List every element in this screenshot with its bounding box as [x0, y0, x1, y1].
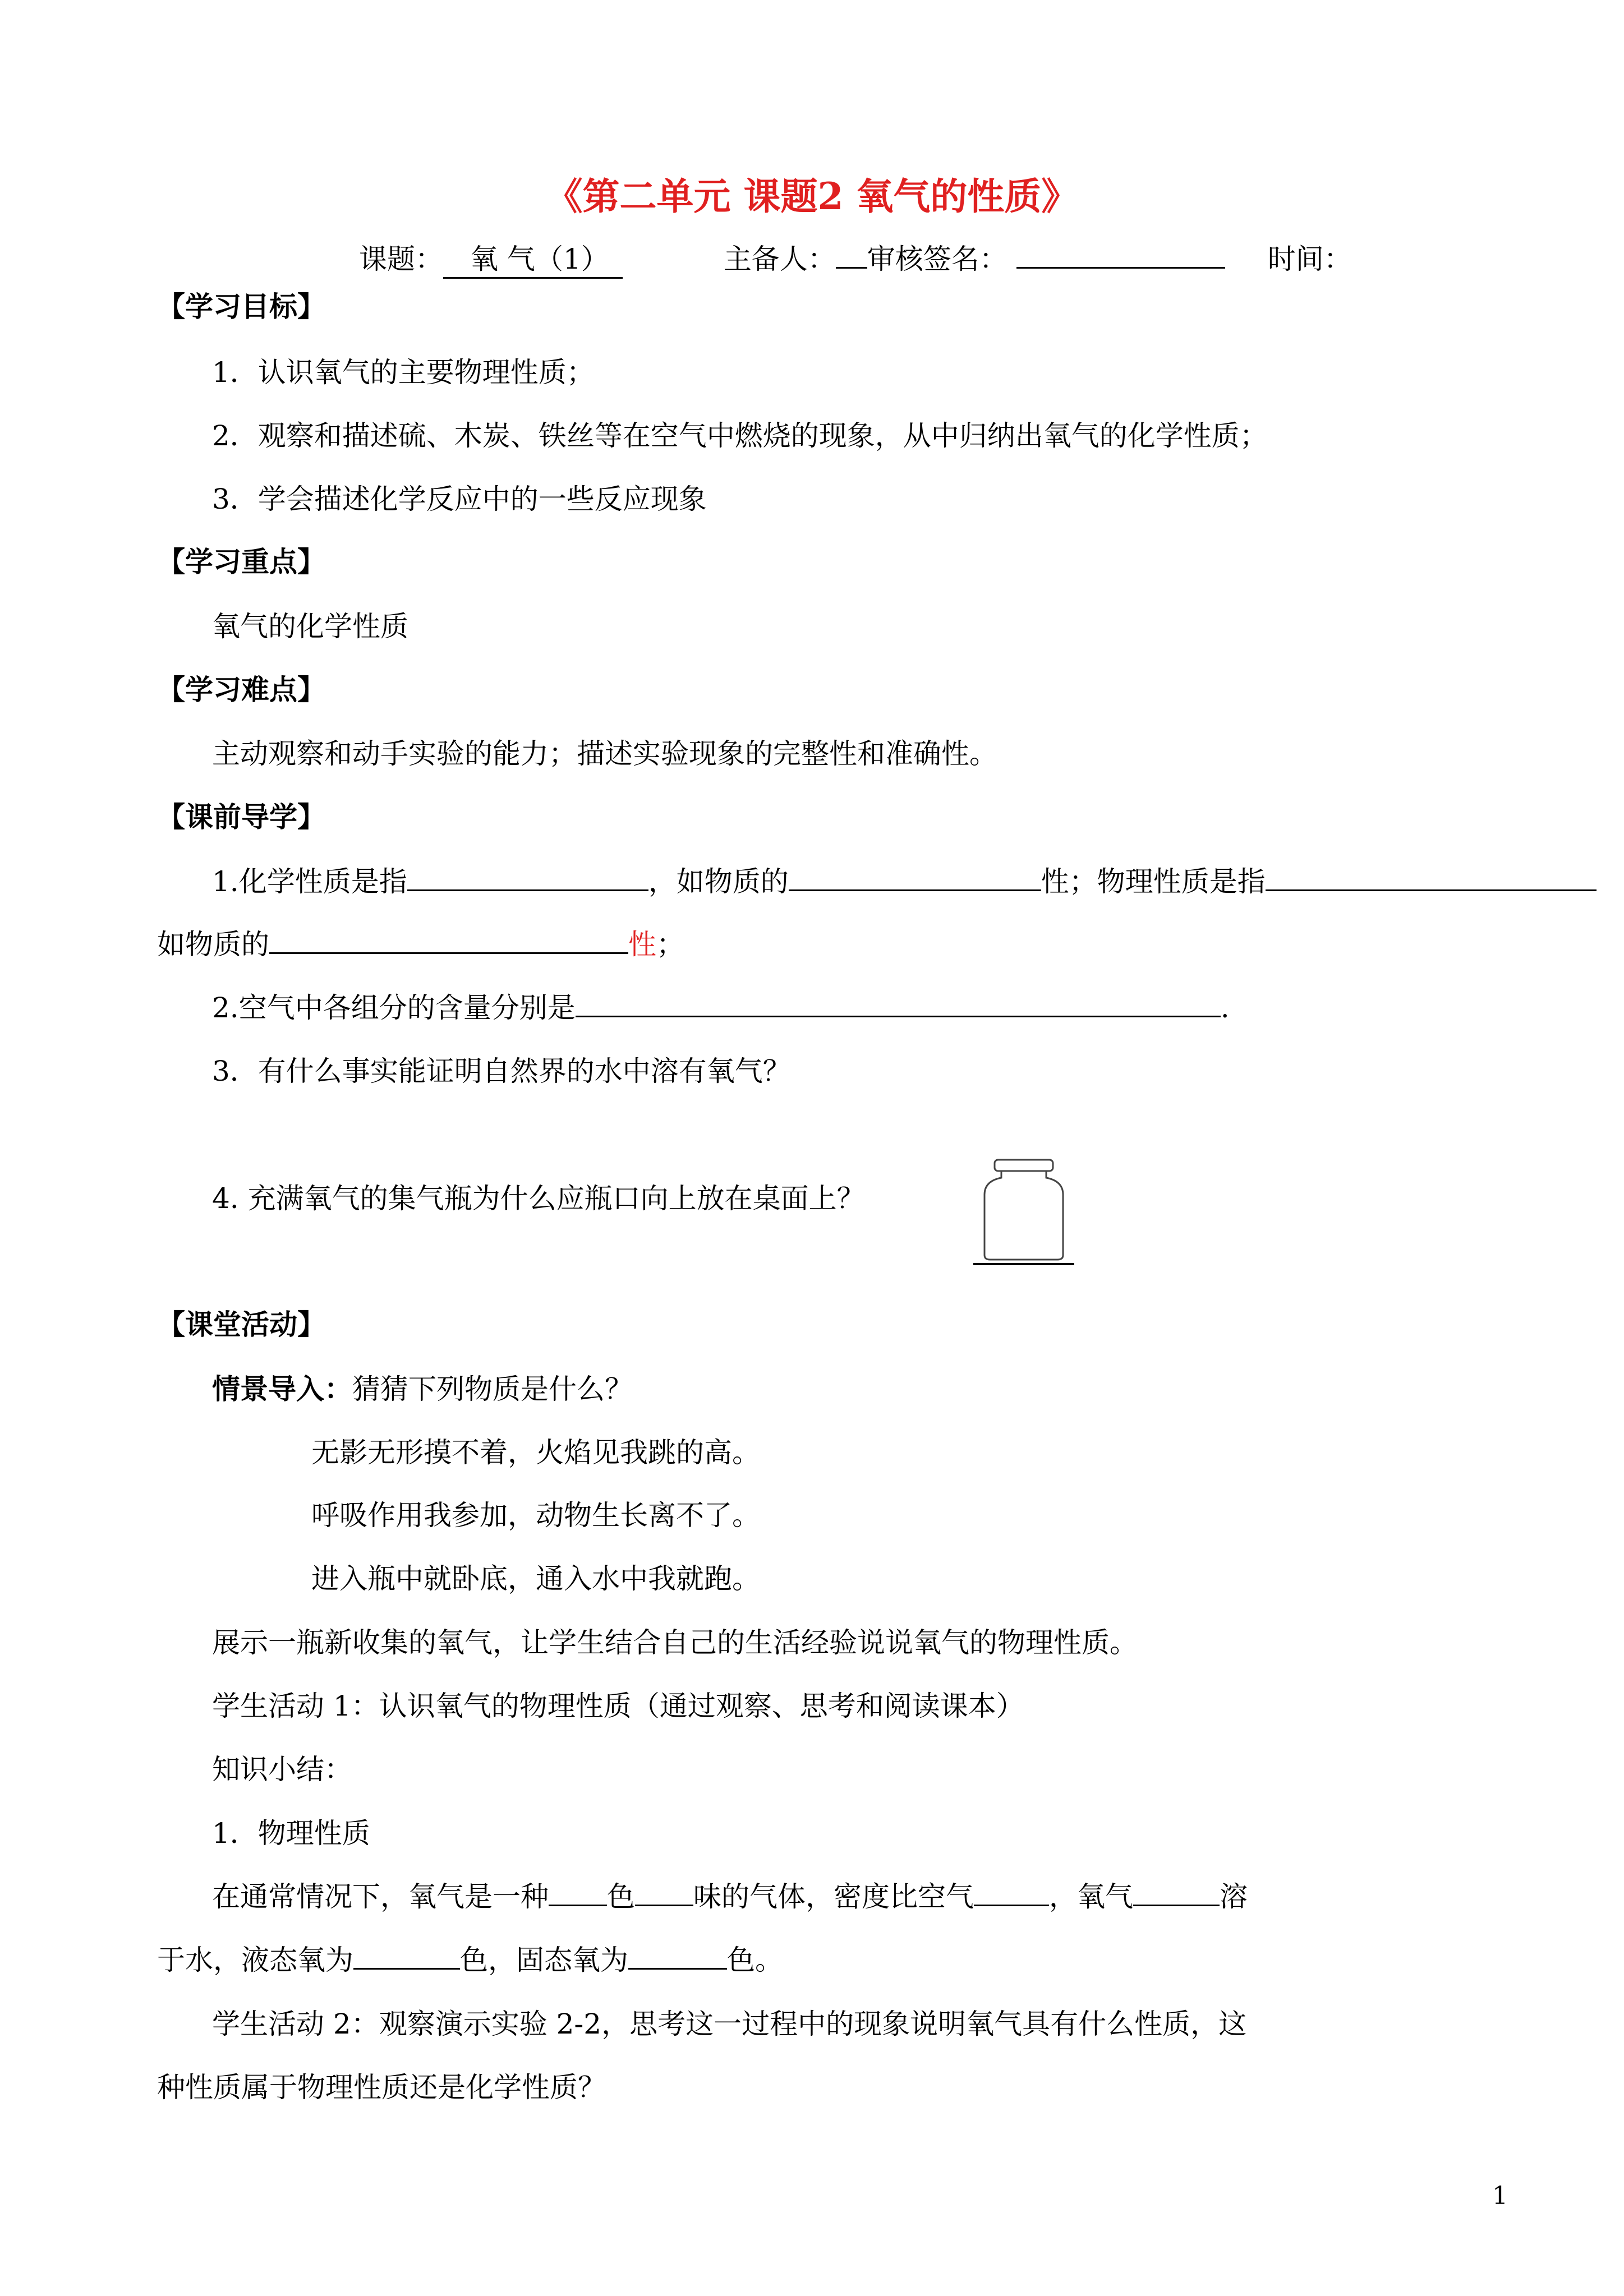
- answer-blank: [1266, 864, 1597, 891]
- time-label: 时间：: [1267, 243, 1352, 275]
- summary-label: 知识小结：: [212, 1753, 352, 1786]
- answer-blank: [628, 1942, 727, 1970]
- goal-item: 1．认识氧气的主要物理性质；: [212, 356, 595, 389]
- answer-blank: [576, 990, 1221, 1017]
- goal-item: 2．观察和描述硫、木炭、铁丝等在空气中燃烧的现象，从中归纳出氧气的化学性质；: [212, 419, 1268, 452]
- topic-label: 课题：: [359, 243, 443, 275]
- preview-q2: 2.空气中各组分的含量分别是 .: [212, 990, 1230, 1026]
- physical-heading: 1．物理性质: [212, 1817, 370, 1850]
- preview-heading: 【课前导学】: [157, 800, 325, 833]
- preview-q1-cont: 如物质的 性；: [157, 926, 684, 962]
- goal-item: 3．学会描述化学反应中的一些反应现象: [212, 483, 707, 515]
- activity-1: 学生活动 1：认识氧气的物理性质（通过观察、思考和阅读课本）: [212, 1690, 1024, 1722]
- physical-line-1: 在通常情况下，氧气是一种 色 味的气体，密度比空气 ，氧气 溶: [212, 1879, 1248, 1915]
- preview-q4: 4. 充满氧气的集气瓶为什么应瓶口向上放在桌面上？: [212, 1182, 865, 1215]
- answer-blank: [269, 926, 628, 954]
- difficulties-heading: 【学习难点】: [157, 673, 325, 706]
- riddle-line: 进入瓶中就卧底，通入水中我就跑。: [311, 1562, 760, 1595]
- key-points-heading: 【学习重点】: [157, 545, 325, 578]
- activity-2: 学生活动 2：观察演示实验 2-2，思考这一过程中的现象说明氧气具有什么性质，这: [212, 2008, 1247, 2040]
- preview-q3: 3．有什么事实能证明自然界的水中溶有氧气？: [212, 1055, 791, 1087]
- preview-q1: 1.化学性质是指 ，如物质的 性；物理性质是指: [212, 864, 1597, 900]
- answer-blank: [353, 1942, 460, 1970]
- answer-blank: [407, 864, 648, 891]
- difficulties-text: 主动观察和动手实验的能力；描述实验现象的完整性和准确性。: [212, 737, 997, 770]
- answer-blank: [549, 1879, 607, 1906]
- physical-line-2: 于水，液态氧为 色，固态氧为 色。: [157, 1942, 783, 1978]
- preparer-label: 主备人：: [723, 243, 836, 275]
- show-text: 展示一瓶新收集的氧气，让学生结合自己的生活经验说说氧气的物理性质。: [212, 1626, 1138, 1659]
- answer-blank: [1133, 1879, 1220, 1906]
- preparer-blank: [836, 241, 867, 269]
- topic-value: 氧 气（1）: [443, 241, 623, 279]
- header-line: [359, 241, 1352, 279]
- activity-heading: 【课堂活动】: [157, 1308, 325, 1341]
- activity-2-cont: 种性质属于物理性质还是化学性质？: [157, 2071, 606, 2104]
- reviewer-label: 审核签名：: [867, 243, 1007, 275]
- key-points-text: 氧气的化学性质: [212, 610, 408, 643]
- answer-blank: [789, 864, 1041, 891]
- document-title: 《第二单元 课题2 氧气的性质》: [545, 174, 1079, 218]
- riddle-line: 无影无形摸不着，火焰见我跳的高。: [311, 1436, 760, 1469]
- intro-line: 情景导入：猜猜下列物质是什么？: [212, 1372, 633, 1405]
- page-number: 1: [1492, 2182, 1508, 2210]
- reviewer-blank: [1016, 241, 1225, 269]
- answer-blank: [974, 1879, 1049, 1906]
- gas-jar-icon: [973, 1155, 1080, 1267]
- goals-heading: 【学习目标】: [157, 290, 325, 323]
- answer-blank: [635, 1879, 693, 1906]
- riddle-line: 呼吸作用我参加，动物生长离不了。: [311, 1499, 760, 1532]
